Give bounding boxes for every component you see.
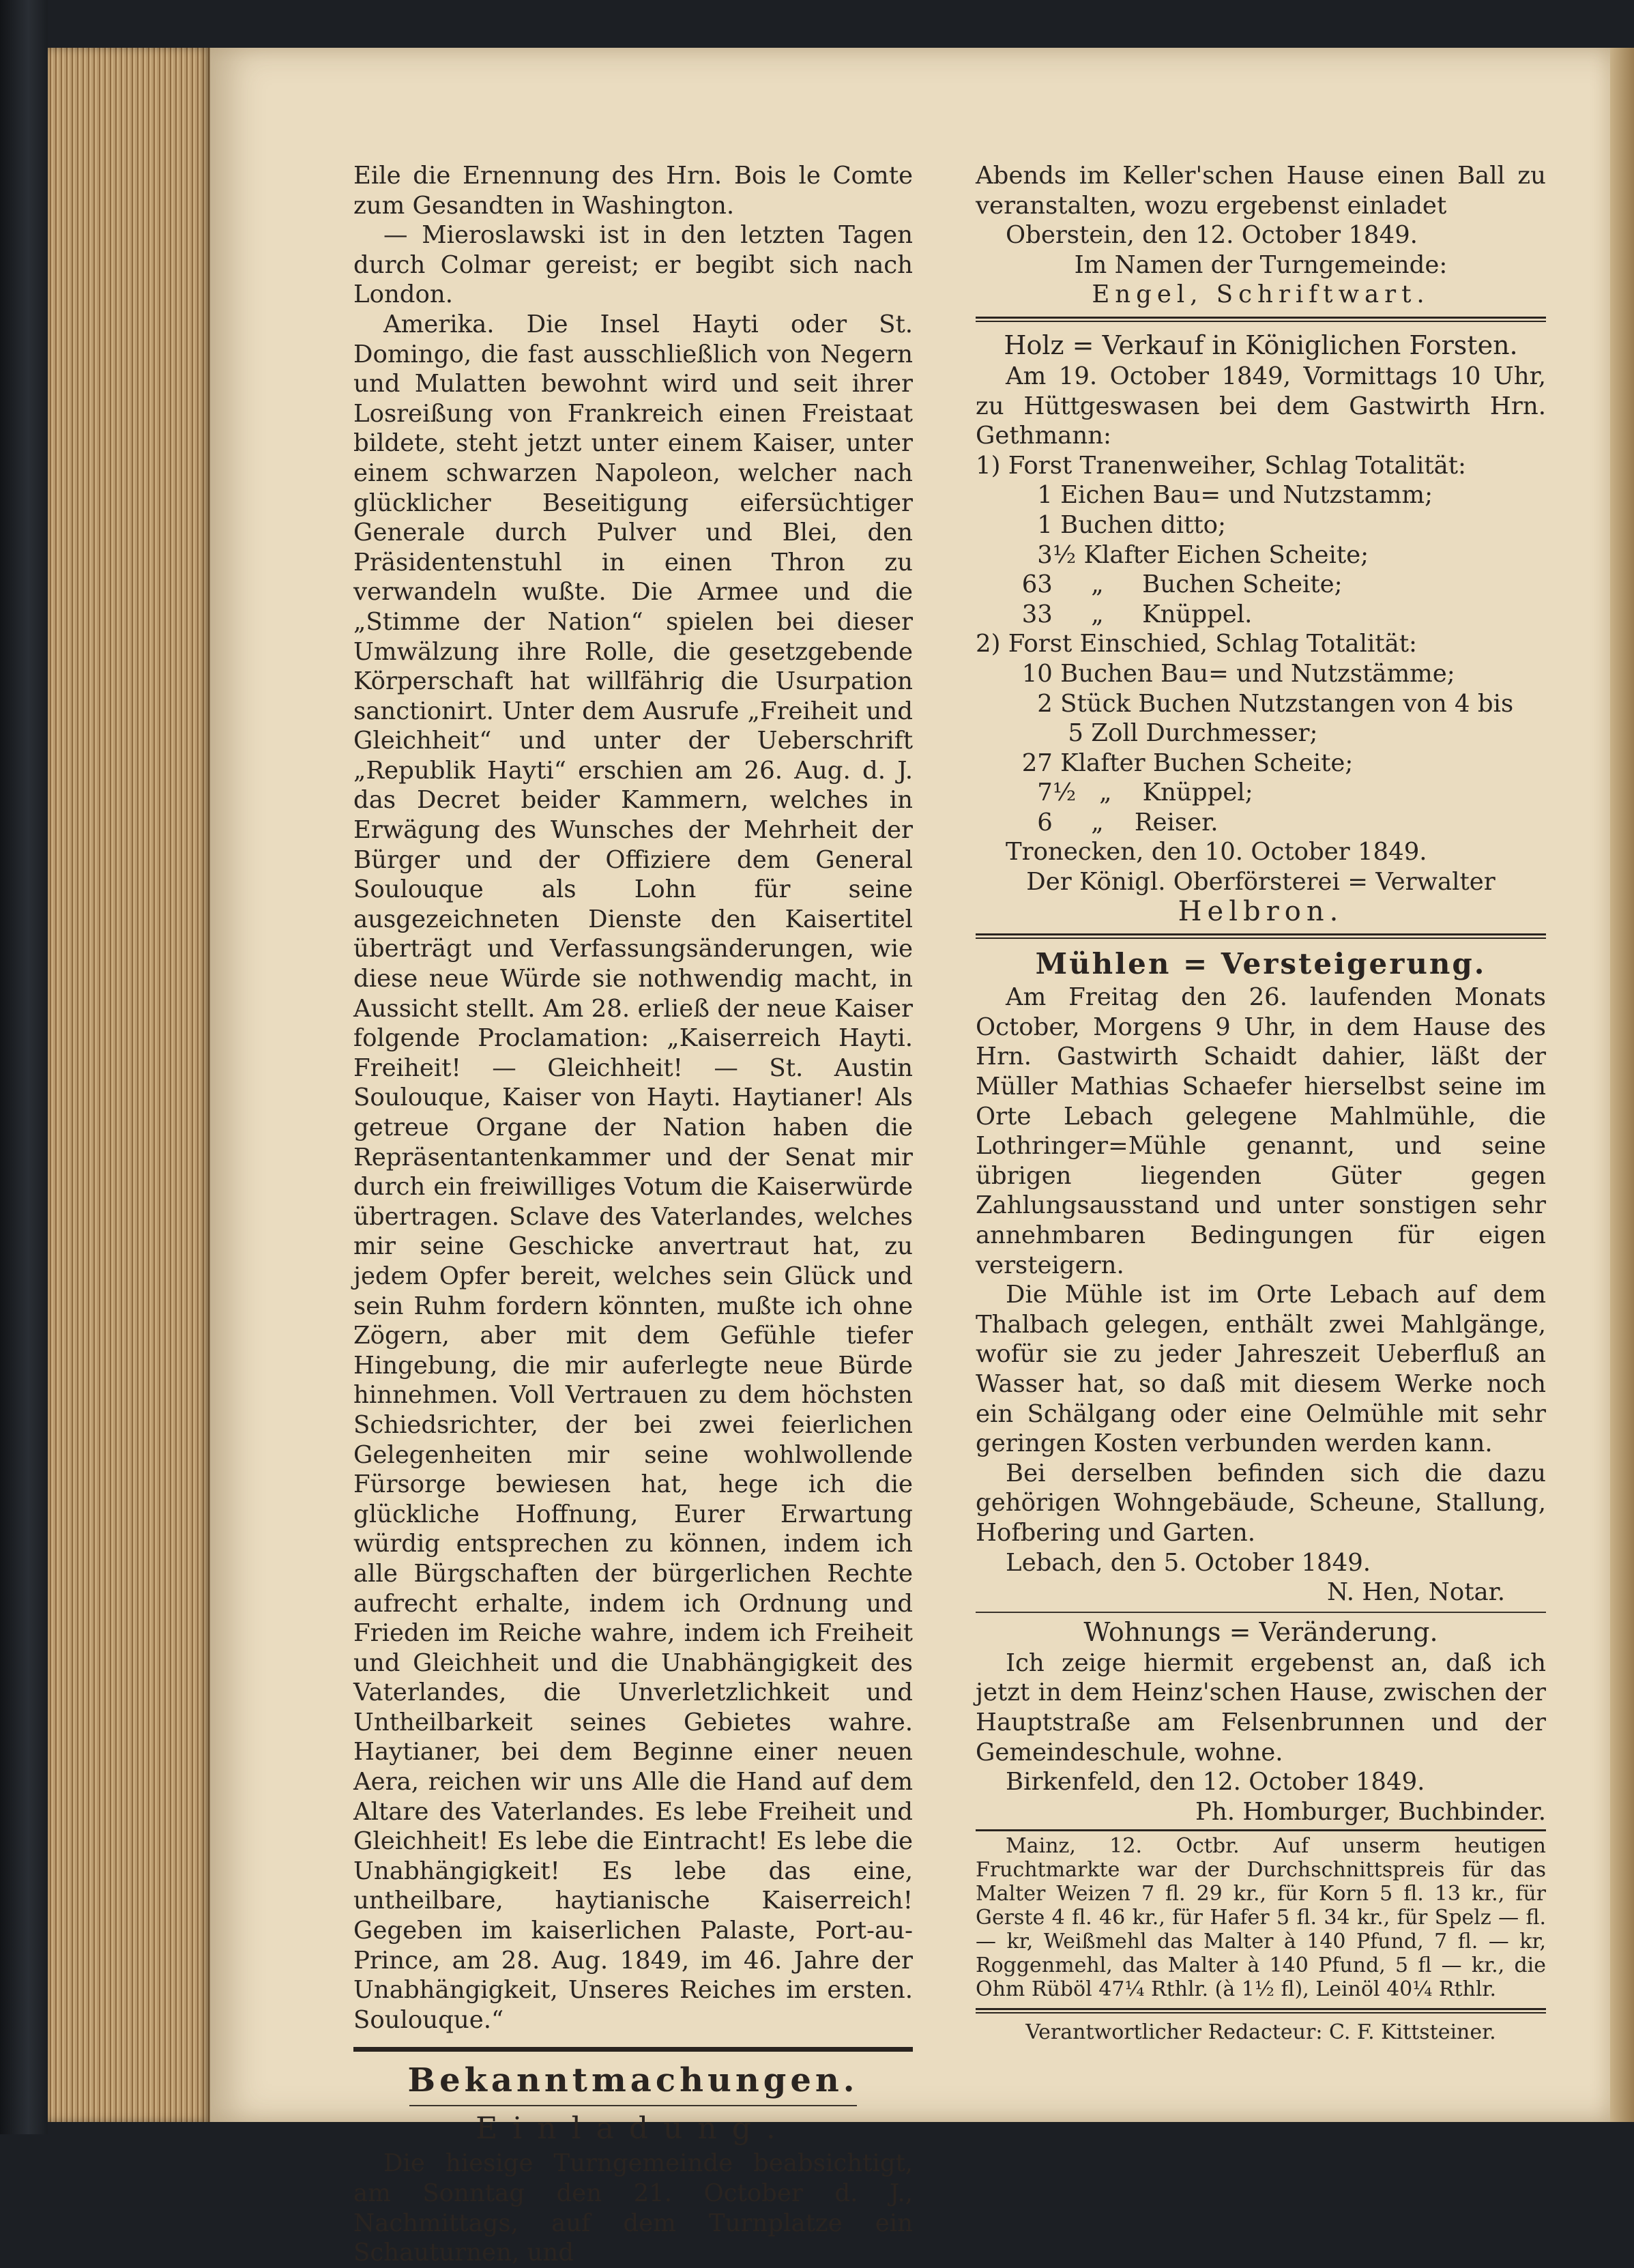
section-rule [353,2047,913,2052]
divider-rule [976,1612,1546,1613]
divider-rule [976,933,1546,939]
paragraph-mieroslawski: — Mieroslawski ist in den letzten Tagen durch Colmar gereist; er begibt sich nach London. [353,221,913,309]
holz-item: 6 „ Reiser. [976,808,1219,837]
paragraph-ernennung: Eile die Ernennung des Hrn. Bois le Comte zum Gesandten in Washington. [353,162,913,220]
muehlen-paragraph-3: Bei derselben befinden sich die dazu gehörigen Wohngebäude, Scheune, Stallung, Hofbering und Garten. [976,1459,1546,1547]
holz-item: 33 „ Knüppel. [976,600,1253,628]
divider-rule [976,1829,1546,1831]
einladung-continued: Abends im Keller'schen Hause einen Ball zu veranstalten, wozu ergebenst einladet [976,162,1546,220]
holz-item: 5 Zoll Durchmesser; [976,719,1318,748]
heading-underline [409,2105,857,2106]
holz-item: 2 Stück Buchen Nutzstangen von 4 bis [976,689,1514,718]
muehlen-date: Lebach, den 5. October 1849. [1006,1548,1371,1577]
einladung-signature-line1: Im Namen der Turngemeinde: [1074,250,1448,279]
holz-item: 7½ „ Knüppel; [976,779,1253,807]
holz-item: 1 Buchen ditto; [976,510,1226,539]
right-column [976,161,1546,2044]
paragraph-amerika: Amerika. Die Insel Hayti oder St. Domingo, die fast ausschließlich von Negern und Mulatten bewohnt wird und seit ihrer Losreißung von Frankreich einen Freistaat bildete, steht jetzt unter einem Kaiser, unter einem schwarzen Napoleon, welcher nach glücklicher Beseitigung eifersüchtiger Generale durch Pulver und Blei, den Präsidentenstuhl in einen Thron zu verwandeln wußte. Die Armee und die „Stimme der Nation“ spielen bei dieser Umwälzung ihre Rolle, die gesetzgebende Körperschaft hat willfährig die Usurpation sanctionirt. Unter dem Ausrufe „Freiheit und Gleichheit“ und unter der Ueberschrift „Republik Hayti“ erschien am 26. Aug. d. J. das Decret beider Kammern, welches in Erwägung des Wunsches der Mehrheit der Bürger und der Offiziere dem General Soulouque als Lohn für seine ausgezeichneten Dienste den Kaisertitel überträgt und Verfassungsänderungen, wie diese neue Würde sie nothwendig macht, in Aussicht stellt. Am 28. erließ der neue Kaiser folgende Proclamation: „Kaiserreich Hayti. Freiheit! — Gleichheit! — St. Austin Soulouque, Kaiser von Hayti. Haytianer! Als getreue Organe der Nation haben die Repräsentantenkammer und der Senat mir durch ein freiwilliges Votum die Kaiserwürde übertragen. Sclave des Vaterlandes, welches mir seine Geschicke anvertraut hat, zu jedem Opfer bereit, welches sein Glück und sein Ruhm fordern könnten, mußte ich ohne Zögern, aber mit dem Gefühle tiefer Hingebung, die mir auferlegte neue Bürde hinnehmen. Voll Vertrauen zu dem höchsten Schiedsrichter, der bei zwei feierlichen Gelegenheiten mir seine wohlwollende Fürsorge bewiesen hat, hege ich die glückliche Hoffnung, Eurer Erwartung würdig entsprechen zu können, indem ich alle Bürgschaften der bürgerlichen Rechte aufrecht erhalte, indem ich Ordnung und Frieden im Reiche wahre, indem ich Freiheit und Gleichheit und die Unabhängigkeit des Vaterlandes, die Unverletzlichkeit und Untheilbarkeit seines Gebietes wahre. Haytianer, bei dem Beginne einer neuen Aera, reichen wir uns Alle die Hand auf dem Altare des Vaterlandes. Es lebe Freiheit und Gleichheit! Es lebe die Eintracht! Es lebe die Unabhängigkeit! Es lebe das eine, untheilbare, haytianische Kaiserreich! Gegeben im kaiserlichen Palaste, Port-au-Prince, am 28. Aug. 1849, im 46. Jahre der Unabhängigkeit, Unseres Reiches im ersten. Soulouque.“ [353,310,913,2034]
book-spine [0,0,48,2134]
divider-rule [976,317,1546,322]
muehlen-signature: N. Hen, Notar. [1327,1578,1505,1607]
holz-date: Tronecken, den 10. October 1849. [1006,838,1427,867]
page-edges [48,48,211,2122]
einladung-text: Die hiesige Turngemeinde beabsichtigt, am Sonntag den 21. October d. J., Nachmittags, auf dem Turnplatze ein Schauturnen, und [353,2149,913,2267]
wohnung-text: Ich zeige hiermit ergebenst an, daß ich jetzt in dem Heinz'schen Hause, zwischen der Hauptstraße am Felsenbrunnen und der Gemeindeschule, wohne. [976,1648,1546,1767]
market-report: Mainz, 12. Octbr. Auf unserm heutigen Fruchtmarkte war der Durchschnittspreis für das Malter Weizen 7 fl. 29 kr., für Korn 5 fl. 13 kr., für Gerste 4 fl. 46 kr., für Hafer 5 fl. 34 kr., für Spelz — fl. — kr, Weißmehl das Malter à 140 Pfund, 7 fl. — kr, Roggenmehl, das Malter à 140 Pfund, 5 fl — kr., die Ohm Rüböl 47¼ Rthlr. (à 1½ fl), Leinöl 40¼ Rthlr. [976,1834,1546,2002]
holz-item: 10 Buchen Bau= und Nutzstämme; [976,659,1455,688]
wohnung-date: Birkenfeld, den 12. October 1849. [1006,1768,1425,1797]
section-heading: Bekanntmachungen. [407,2061,859,2100]
holz-item: 63 „ Buchen Scheite; [976,570,1343,599]
muehlen-paragraph-2: Die Mühle ist im Orte Lebach auf dem Thalbach gelegen, enthält zwei Mahlgänge, wofür sie zu jeder Jahreszeit Ueberfluß an Wasser hat, so daß mit diesem Werke noch ein Schälgang oder eine Oelmühle mit sehr geringen Kosten verbunden werden kann. [976,1281,1546,1458]
holz-intro: Am 19. October 1849, Vormittags 10 Uhr, zu Hüttgeswasen bei dem Gastwirth Hrn. Gethmann: [976,362,1546,450]
holz-title: Holz = Verkauf in Königlichen Forsten. [1004,330,1518,360]
divider-rule [976,2008,1546,2013]
holz-item: 1 Eichen Bau= und Nutzstamm; [976,481,1433,510]
muehlen-title: Mühlen = Versteigerung. [1035,947,1487,981]
muehlen-paragraph-1: Am Freitag den 26. laufenden Monats October, Morgens 9 Uhr, in dem Hause des Hrn. Gastwirth Schaidt dahier, läßt der Müller Mathias Schaefer hierselbst seine im Orte Lebach gelegene Mahlmühle, die Lothringer=Mühle genannt, und seine übrigen liegenden Güter gegen Zahlungsausstand und unter sonstigen sehr annehmbaren Bedingungen für eigen versteigern. [976,983,1546,1279]
wohnung-title: Wohnungs = Veränderung. [1083,1616,1438,1647]
wohnung-signature: Ph. Homburger, Buchbinder. [1195,1797,1546,1826]
holz-signature-line2: Helbron. [1178,895,1344,927]
holz-items [976,451,1546,838]
editor-line: Verantwortlicher Redacteur: C. F. Kittsteiner. [1025,2020,1496,2045]
left-column [353,161,913,2268]
page-right-edge [1610,48,1634,2122]
einladung-signature-line2: Engel, Schriftwart. [1092,280,1430,309]
holz-item: 2) Forst Einschied, Schlag Totalität: [976,630,1417,658]
holz-signature-line1: Der Königl. Oberförsterei = Verwalter [1026,868,1496,897]
holz-item: 1) Forst Tranenweiher, Schlag Totalität: [976,451,1467,480]
einladung-title: Einladung. [476,2111,791,2147]
einladung-date: Oberstein, den 12. October 1849. [1006,221,1418,250]
holz-item: 27 Klafter Buchen Scheite; [976,748,1354,777]
holz-item: 3½ Klafter Eichen Scheite; [976,540,1369,569]
